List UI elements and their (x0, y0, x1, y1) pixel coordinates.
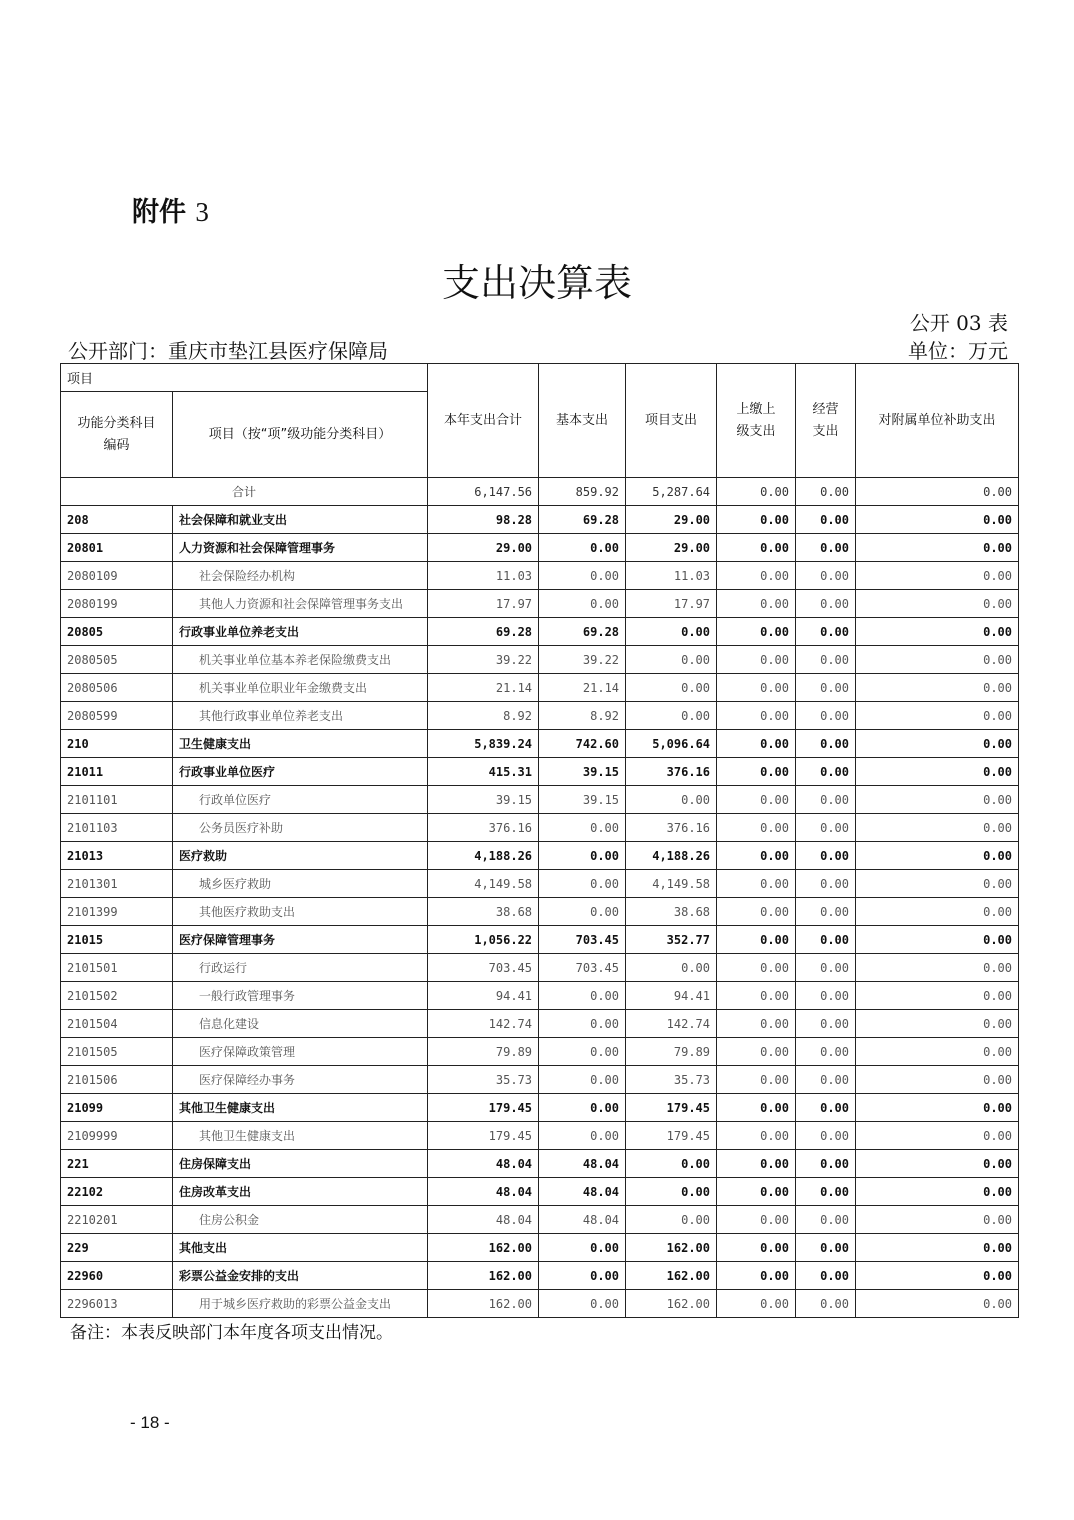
cell-basic: 0.00 (539, 534, 626, 562)
header-name: 项目（按“项”级功能分类科目） (173, 392, 428, 478)
cell-code: 208 (61, 506, 173, 534)
cell-code: 2101501 (61, 954, 173, 982)
cell-basic: 0.00 (539, 1038, 626, 1066)
cell-name: 卫生健康支出 (173, 730, 428, 758)
cell-business: 0.00 (796, 1262, 856, 1290)
cell-total: 39.15 (428, 786, 539, 814)
cell-item: 4,149.58 (626, 870, 717, 898)
cell-code: 221 (61, 1150, 173, 1178)
table-row (61, 506, 1019, 534)
cell-total: 21.14 (428, 674, 539, 702)
cell-business: 0.00 (796, 842, 856, 870)
table-row (61, 1010, 1019, 1038)
cell-name: 用于城乡医疗救助的彩票公益金支出 (173, 1290, 428, 1318)
cell-total: 1,056.22 (428, 926, 539, 954)
cell-business: 0.00 (796, 870, 856, 898)
cell-total: 376.16 (428, 814, 539, 842)
cell-code: 2296013 (61, 1290, 173, 1318)
cell-code: 2101101 (61, 786, 173, 814)
cell-code: 21013 (61, 842, 173, 870)
cell-code: 20805 (61, 618, 173, 646)
total-business: 0.00 (796, 478, 856, 506)
table-body (61, 478, 1019, 1318)
cell-basic: 0.00 (539, 1066, 626, 1094)
cell-subsidy: 0.00 (856, 954, 1019, 982)
table-header (61, 364, 1019, 478)
table-row (61, 1206, 1019, 1234)
table-row (61, 702, 1019, 730)
cell-basic: 0.00 (539, 898, 626, 926)
cell-name: 公务员医疗补助 (173, 814, 428, 842)
cell-basic: 0.00 (539, 1122, 626, 1150)
table-row (61, 758, 1019, 786)
cell-upper: 0.00 (717, 1094, 796, 1122)
table-row (61, 1234, 1019, 1262)
cell-subsidy: 0.00 (856, 1178, 1019, 1206)
cell-basic: 69.28 (539, 618, 626, 646)
cell-name: 住房公积金 (173, 1206, 428, 1234)
cell-subsidy: 0.00 (856, 786, 1019, 814)
cell-total: 48.04 (428, 1178, 539, 1206)
cell-upper: 0.00 (717, 730, 796, 758)
cell-name: 彩票公益金安排的支出 (173, 1262, 428, 1290)
header-subsidy: 对附属单位补助支出 (856, 364, 1019, 478)
cell-code: 2101502 (61, 982, 173, 1010)
cell-total: 703.45 (428, 954, 539, 982)
cell-business: 0.00 (796, 926, 856, 954)
cell-subsidy: 0.00 (856, 1262, 1019, 1290)
cell-business: 0.00 (796, 1150, 856, 1178)
cell-upper: 0.00 (717, 982, 796, 1010)
cell-basic: 48.04 (539, 1150, 626, 1178)
cell-upper: 0.00 (717, 954, 796, 982)
cell-code: 21015 (61, 926, 173, 954)
attachment-number: 3 (195, 197, 209, 227)
cell-code: 229 (61, 1234, 173, 1262)
cell-subsidy: 0.00 (856, 1094, 1019, 1122)
cell-subsidy: 0.00 (856, 618, 1019, 646)
cell-code: 2101505 (61, 1038, 173, 1066)
cell-code: 22960 (61, 1262, 173, 1290)
cell-total: 142.74 (428, 1010, 539, 1038)
cell-total: 29.00 (428, 534, 539, 562)
cell-business: 0.00 (796, 506, 856, 534)
cell-item: 79.89 (626, 1038, 717, 1066)
cell-business: 0.00 (796, 898, 856, 926)
cell-business: 0.00 (796, 1122, 856, 1150)
cell-business: 0.00 (796, 730, 856, 758)
cell-item: 0.00 (626, 1178, 717, 1206)
cell-business: 0.00 (796, 758, 856, 786)
cell-business: 0.00 (796, 534, 856, 562)
cell-upper: 0.00 (717, 1010, 796, 1038)
cell-total: 17.97 (428, 590, 539, 618)
cell-upper: 0.00 (717, 1178, 796, 1206)
cell-total: 4,188.26 (428, 842, 539, 870)
cell-code: 22102 (61, 1178, 173, 1206)
cell-code: 2080505 (61, 646, 173, 674)
cell-subsidy: 0.00 (856, 1234, 1019, 1262)
header-business: 经营支出 (796, 364, 856, 478)
cell-item: 376.16 (626, 758, 717, 786)
cell-subsidy: 0.00 (856, 842, 1019, 870)
cell-subsidy: 0.00 (856, 1066, 1019, 1094)
department-label: 公开部门：重庆市垫江县医疗保障局 (68, 339, 388, 363)
cell-basic: 742.60 (539, 730, 626, 758)
cell-item: 35.73 (626, 1066, 717, 1094)
cell-upper: 0.00 (717, 1262, 796, 1290)
cell-subsidy: 0.00 (856, 926, 1019, 954)
cell-name: 住房保障支出 (173, 1150, 428, 1178)
cell-basic: 39.22 (539, 646, 626, 674)
cell-basic: 0.00 (539, 1262, 626, 1290)
cell-item: 0.00 (626, 702, 717, 730)
table-row (61, 562, 1019, 590)
cell-name: 信息化建设 (173, 1010, 428, 1038)
table-row (61, 982, 1019, 1010)
cell-total: 8.92 (428, 702, 539, 730)
cell-name: 其他行政事业单位养老支出 (173, 702, 428, 730)
cell-business: 0.00 (796, 982, 856, 1010)
table-row (61, 1290, 1019, 1318)
cell-upper: 0.00 (717, 1234, 796, 1262)
cell-subsidy: 0.00 (856, 702, 1019, 730)
cell-item: 0.00 (626, 954, 717, 982)
cell-total: 35.73 (428, 1066, 539, 1094)
table-row (61, 954, 1019, 982)
attachment-label (132, 190, 209, 229)
cell-upper: 0.00 (717, 618, 796, 646)
cell-name: 其他人力资源和社会保障管理事务支出 (173, 590, 428, 618)
cell-item: 29.00 (626, 534, 717, 562)
cell-basic: 0.00 (539, 1290, 626, 1318)
table-number: 公开 03 表 (909, 311, 1008, 335)
table-row (61, 730, 1019, 758)
cell-subsidy: 0.00 (856, 562, 1019, 590)
cell-basic: 0.00 (539, 842, 626, 870)
table-row (61, 1262, 1019, 1290)
cell-code: 2101103 (61, 814, 173, 842)
cell-subsidy: 0.00 (856, 870, 1019, 898)
cell-item: 162.00 (626, 1234, 717, 1262)
cell-basic: 0.00 (539, 814, 626, 842)
cell-upper: 0.00 (717, 814, 796, 842)
header-item: 项目支出 (626, 364, 717, 478)
unit-label: 单位：万元 (908, 339, 1008, 363)
cell-code: 2101399 (61, 898, 173, 926)
cell-item: 4,188.26 (626, 842, 717, 870)
cell-business: 0.00 (796, 786, 856, 814)
cell-item: 162.00 (626, 1290, 717, 1318)
cell-total: 179.45 (428, 1122, 539, 1150)
cell-business: 0.00 (796, 1234, 856, 1262)
cell-code: 20801 (61, 534, 173, 562)
cell-code: 2101506 (61, 1066, 173, 1094)
cell-subsidy: 0.00 (856, 982, 1019, 1010)
cell-code: 2210201 (61, 1206, 173, 1234)
cell-name: 医疗保障经办事务 (173, 1066, 428, 1094)
cell-item: 179.45 (626, 1122, 717, 1150)
cell-upper: 0.00 (717, 646, 796, 674)
cell-upper: 0.00 (717, 786, 796, 814)
cell-total: 48.04 (428, 1206, 539, 1234)
table-row (61, 590, 1019, 618)
table-row (61, 618, 1019, 646)
cell-name: 行政运行 (173, 954, 428, 982)
cell-business: 0.00 (796, 1290, 856, 1318)
cell-total: 79.89 (428, 1038, 539, 1066)
cell-total: 38.68 (428, 898, 539, 926)
cell-name: 一般行政管理事务 (173, 982, 428, 1010)
footnote: 备注：本表反映部门本年度各项支出情况。 (70, 1323, 393, 1343)
cell-subsidy: 0.00 (856, 534, 1019, 562)
cell-code: 2080599 (61, 702, 173, 730)
cell-basic: 0.00 (539, 1094, 626, 1122)
cell-item: 0.00 (626, 618, 717, 646)
cell-business: 0.00 (796, 674, 856, 702)
cell-upper: 0.00 (717, 842, 796, 870)
cell-upper: 0.00 (717, 926, 796, 954)
cell-business: 0.00 (796, 1206, 856, 1234)
header-total: 本年支出合计 (428, 364, 539, 478)
cell-total: 415.31 (428, 758, 539, 786)
cell-upper: 0.00 (717, 534, 796, 562)
cell-subsidy: 0.00 (856, 1206, 1019, 1234)
cell-code: 2080199 (61, 590, 173, 618)
total-subsidy: 0.00 (856, 478, 1019, 506)
total-upper: 0.00 (717, 478, 796, 506)
cell-item: 11.03 (626, 562, 717, 590)
cell-business: 0.00 (796, 954, 856, 982)
cell-name: 社会保险经办机构 (173, 562, 428, 590)
cell-upper: 0.00 (717, 506, 796, 534)
header-project: 项目 (61, 364, 428, 392)
cell-subsidy: 0.00 (856, 758, 1019, 786)
cell-code: 2080109 (61, 562, 173, 590)
cell-total: 162.00 (428, 1234, 539, 1262)
cell-name: 医疗保障政策管理 (173, 1038, 428, 1066)
table-row (61, 786, 1019, 814)
cell-basic: 0.00 (539, 590, 626, 618)
table-row (61, 1150, 1019, 1178)
page-title: 支出决算表 (441, 261, 632, 305)
cell-basic: 48.04 (539, 1206, 626, 1234)
cell-name: 社会保障和就业支出 (173, 506, 428, 534)
cell-basic: 0.00 (539, 562, 626, 590)
cell-code: 2101301 (61, 870, 173, 898)
cell-item: 179.45 (626, 1094, 717, 1122)
cell-business: 0.00 (796, 646, 856, 674)
cell-upper: 0.00 (717, 562, 796, 590)
cell-total: 48.04 (428, 1150, 539, 1178)
table-row (61, 870, 1019, 898)
cell-item: 0.00 (626, 1206, 717, 1234)
cell-item: 94.41 (626, 982, 717, 1010)
cell-upper: 0.00 (717, 898, 796, 926)
cell-total: 179.45 (428, 1094, 539, 1122)
cell-item: 162.00 (626, 1262, 717, 1290)
cell-upper: 0.00 (717, 590, 796, 618)
cell-item: 0.00 (626, 646, 717, 674)
attachment-text: 附件 (132, 197, 186, 228)
cell-subsidy: 0.00 (856, 730, 1019, 758)
cell-basic: 8.92 (539, 702, 626, 730)
table-row (61, 674, 1019, 702)
cell-name: 其他卫生健康支出 (173, 1122, 428, 1150)
cell-upper: 0.00 (717, 1066, 796, 1094)
cell-upper: 0.00 (717, 1122, 796, 1150)
page-number: - 18 - (130, 1413, 170, 1432)
cell-basic: 39.15 (539, 758, 626, 786)
cell-name: 机关事业单位职业年金缴费支出 (173, 674, 428, 702)
cell-business: 0.00 (796, 702, 856, 730)
cell-upper: 0.00 (717, 1290, 796, 1318)
cell-subsidy: 0.00 (856, 1122, 1019, 1150)
cell-subsidy: 0.00 (856, 590, 1019, 618)
cell-total: 39.22 (428, 646, 539, 674)
expenditure-table (60, 363, 1019, 1318)
cell-business: 0.00 (796, 1010, 856, 1038)
cell-basic: 0.00 (539, 1010, 626, 1038)
table-row (61, 1178, 1019, 1206)
cell-item: 0.00 (626, 1150, 717, 1178)
cell-name: 机关事业单位基本养老保险缴费支出 (173, 646, 428, 674)
cell-total: 98.28 (428, 506, 539, 534)
cell-basic: 703.45 (539, 954, 626, 982)
table-row (61, 1038, 1019, 1066)
cell-subsidy: 0.00 (856, 1010, 1019, 1038)
cell-code: 2080506 (61, 674, 173, 702)
cell-total: 94.41 (428, 982, 539, 1010)
cell-name: 其他卫生健康支出 (173, 1094, 428, 1122)
cell-upper: 0.00 (717, 1150, 796, 1178)
cell-item: 17.97 (626, 590, 717, 618)
table-row (61, 1066, 1019, 1094)
cell-item: 0.00 (626, 786, 717, 814)
cell-business: 0.00 (796, 1066, 856, 1094)
cell-basic: 48.04 (539, 1178, 626, 1206)
cell-code: 210 (61, 730, 173, 758)
total-label: 合计 (61, 478, 428, 506)
total-row (61, 478, 1019, 506)
cell-name: 医疗保障管理事务 (173, 926, 428, 954)
cell-subsidy: 0.00 (856, 506, 1019, 534)
table-row (61, 646, 1019, 674)
cell-item: 0.00 (626, 674, 717, 702)
cell-subsidy: 0.00 (856, 1290, 1019, 1318)
cell-upper: 0.00 (717, 870, 796, 898)
cell-upper: 0.00 (717, 702, 796, 730)
total-basic: 859.92 (539, 478, 626, 506)
cell-upper: 0.00 (717, 1038, 796, 1066)
cell-item: 142.74 (626, 1010, 717, 1038)
cell-total: 162.00 (428, 1290, 539, 1318)
cell-code: 2109999 (61, 1122, 173, 1150)
cell-total: 162.00 (428, 1262, 539, 1290)
cell-subsidy: 0.00 (856, 1150, 1019, 1178)
table-row (61, 842, 1019, 870)
cell-name: 城乡医疗救助 (173, 870, 428, 898)
cell-code: 21011 (61, 758, 173, 786)
cell-item: 29.00 (626, 506, 717, 534)
table-row (61, 898, 1019, 926)
cell-basic: 21.14 (539, 674, 626, 702)
cell-basic: 0.00 (539, 982, 626, 1010)
cell-business: 0.00 (796, 1178, 856, 1206)
cell-basic: 0.00 (539, 1234, 626, 1262)
cell-name: 其他医疗救助支出 (173, 898, 428, 926)
cell-business: 0.00 (796, 590, 856, 618)
cell-upper: 0.00 (717, 674, 796, 702)
header-basic: 基本支出 (539, 364, 626, 478)
cell-subsidy: 0.00 (856, 898, 1019, 926)
cell-basic: 69.28 (539, 506, 626, 534)
cell-subsidy: 0.00 (856, 814, 1019, 842)
cell-item: 38.68 (626, 898, 717, 926)
cell-name: 行政事业单位医疗 (173, 758, 428, 786)
total-item: 5,287.64 (626, 478, 717, 506)
cell-code: 2101504 (61, 1010, 173, 1038)
table-row (61, 1094, 1019, 1122)
cell-name: 其他支出 (173, 1234, 428, 1262)
cell-business: 0.00 (796, 1038, 856, 1066)
cell-subsidy: 0.00 (856, 1038, 1019, 1066)
cell-name: 行政事业单位养老支出 (173, 618, 428, 646)
cell-name: 行政单位医疗 (173, 786, 428, 814)
table-row (61, 534, 1019, 562)
cell-item: 376.16 (626, 814, 717, 842)
cell-item: 5,096.64 (626, 730, 717, 758)
cell-upper: 0.00 (717, 758, 796, 786)
cell-code: 21099 (61, 1094, 173, 1122)
cell-basic: 39.15 (539, 786, 626, 814)
cell-business: 0.00 (796, 618, 856, 646)
cell-total: 11.03 (428, 562, 539, 590)
cell-business: 0.00 (796, 814, 856, 842)
table-row (61, 926, 1019, 954)
cell-name: 住房改革支出 (173, 1178, 428, 1206)
cell-total: 69.28 (428, 618, 539, 646)
cell-business: 0.00 (796, 562, 856, 590)
cell-total: 4,149.58 (428, 870, 539, 898)
cell-subsidy: 0.00 (856, 674, 1019, 702)
cell-upper: 0.00 (717, 1206, 796, 1234)
table-row (61, 814, 1019, 842)
header-upper: 上缴上级支出 (717, 364, 796, 478)
table-row (61, 1122, 1019, 1150)
cell-business: 0.00 (796, 1094, 856, 1122)
cell-name: 医疗救助 (173, 842, 428, 870)
cell-name: 人力资源和社会保障管理事务 (173, 534, 428, 562)
cell-basic: 0.00 (539, 870, 626, 898)
total-total: 6,147.56 (428, 478, 539, 506)
cell-total: 5,839.24 (428, 730, 539, 758)
cell-subsidy: 0.00 (856, 646, 1019, 674)
header-code: 功能分类科目编码 (61, 392, 173, 478)
cell-item: 352.77 (626, 926, 717, 954)
cell-basic: 703.45 (539, 926, 626, 954)
